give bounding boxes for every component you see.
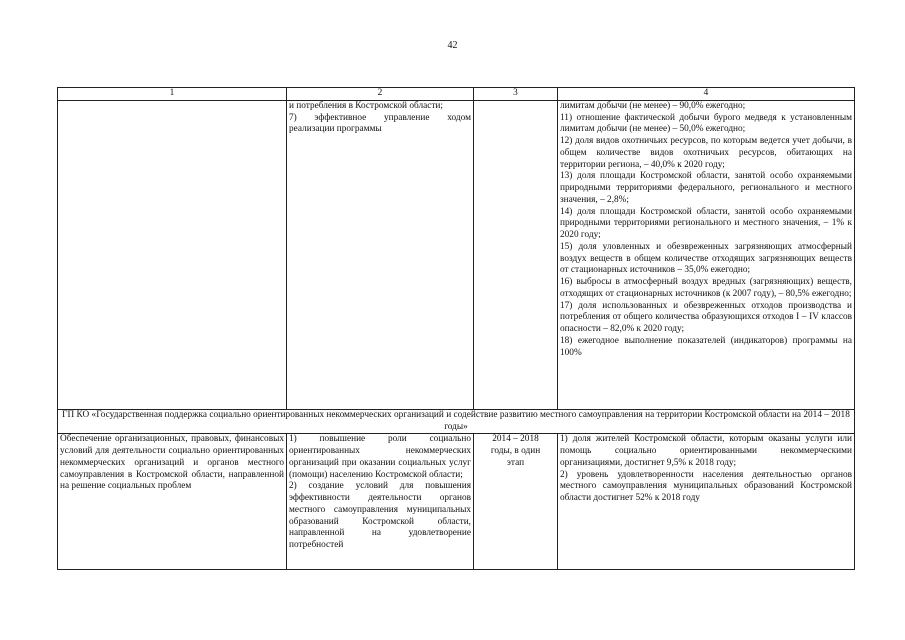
period-cell-empty (474, 100, 558, 409)
indicator-item: 17) доля использованных и обезвреженных отходов производства и потребления от общего количества образующихся отходов I – IV классов опасности – 82,0% к 2020 году; (560, 300, 852, 334)
table-row-program (58, 434, 855, 570)
column-header-4: 4 (558, 88, 855, 101)
task-item: 7) эффективное управление ходом реализации программы (289, 112, 471, 135)
task-item: 2) создание условий для повышения эффективности деятельности органов местного самоуправления муниципальных образований Костромской области, направленной на удовлетворение потребностей (289, 481, 471, 550)
column-header-3: 3 (474, 88, 558, 101)
table-row-continued (58, 100, 855, 409)
tasks-cell (287, 434, 474, 570)
period-line: 2014 – 2018 (492, 434, 539, 445)
indicator-item: 18) ежегодное выполнение показателей (индикаторов) программы на 100% (560, 335, 852, 358)
period-cell (474, 434, 558, 570)
indicator-item: 12) доля видов охотничьих ресурсов, по которым ведется учет добычи, в общем количестве видов охотничьих ресурсов, обитающих на территории региона, – 40,0% к 2020 году; (560, 136, 852, 170)
column-header-2: 2 (287, 88, 474, 101)
page-number: 42 (447, 40, 458, 51)
indicator-item: 15) доля уловленных и обезвреженных загрязняющих атмосферный воздух веществ в общем количестве отходящих загрязняющих веществ от стационарных источников – 35,0% ежегодно; (560, 241, 852, 276)
indicators-cell (558, 100, 855, 409)
indicator-item: лимитам добычи (не менее) – 90,0% ежегодно; (560, 100, 746, 111)
column-header-1: 1 (58, 88, 287, 101)
period-line: этап (506, 457, 525, 468)
section-title-row (58, 409, 855, 434)
indicator-item: 13) доля площади Костромской области, занятой особо охраняемыми природными территориями федерального, регионального и местного значения, – 2,8%; (560, 171, 852, 205)
indicator-item: 2) уровень удовлетворенности населения деятельностью органов местного самоуправления муниципальных образований Костромской области достигнет 52% к 2018 году (560, 469, 852, 503)
indicators-cell (558, 434, 855, 570)
period-line: годы, в один (490, 446, 541, 456)
indicator-item: 11) отношение фактической добычи бурого медведя к установленным лимитам добычи (не менее) – 50,0% ежегодно; (560, 112, 852, 135)
section-title: ГП КО «Государственная поддержка социально ориентированных некоммерческих организаций и содействие развитию местного самоуправления на территории Костромской области на 2014 – 2018 годы» (58, 409, 855, 434)
task-item: 1) повышение роли социально ориентированных некоммерческих организаций при оказании социальных услуг (помощи) населению Костромской области; (289, 434, 471, 480)
program-table (57, 87, 855, 570)
indicator-item: 16) выбросы в атмосферный воздух вредных (загрязняющих) веществ, отходящих от стационарных источников (к 2007 году), – 80,5% ежегодно; (560, 277, 852, 299)
table-header-row (58, 88, 855, 101)
goal-cell-empty (58, 100, 287, 409)
goal-cell: Обеспечение организационных, правовых, финансовых условий для деятельности социально ориентированных некоммерческих организаций и органов местного самоуправления в Костромской области, направленной на решение социальных проблем (58, 434, 287, 570)
indicator-item: 1) доля жителей Костромской области, которым оказаны услуги или помощь социально ориентированными некоммерческими организациями, достигнет 9,5% к 2018 году; (560, 434, 852, 468)
tasks-cell (287, 100, 474, 409)
indicator-item: 14) доля площади Костромской области, занятой особо охраняемыми природными территориями регионального и местного значения, – 1% к 2020 году; (560, 206, 852, 240)
task-item: и потребления в Костромской области; (289, 100, 443, 111)
